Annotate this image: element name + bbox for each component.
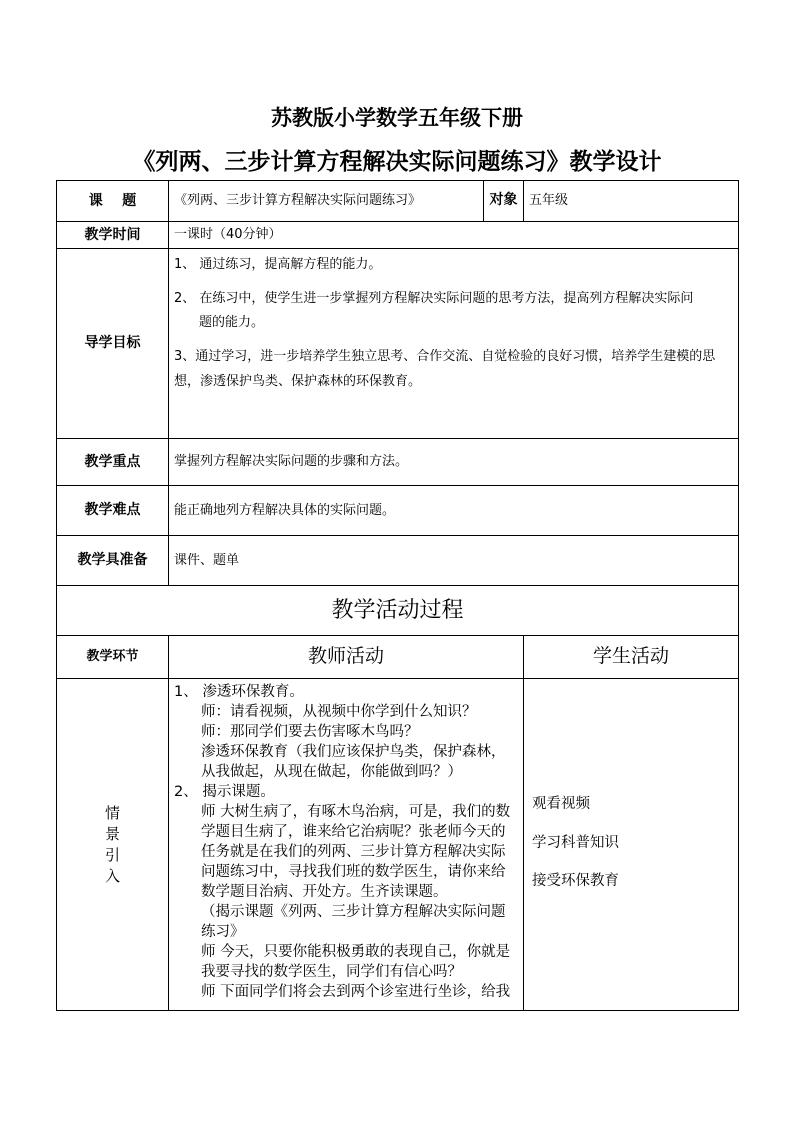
subject-value: 《列两、三步计算方程解决实际问题练习》 (169, 181, 484, 222)
student-activity (524, 679, 739, 1011)
teacher-line: 师 下面同学们将会去到两个诊室进行坐诊，给我 (201, 984, 511, 1000)
goal-list (169, 249, 739, 439)
teacher-line: 师 大树生病了，有啄木鸟治病，可是，我们的数学题目生病了，谁来给它治病呢？张老师今天的任务就是在我们的列两、三步计算方程解决实际问题练习中，寻找我们班的数学医生，请你来给数学题目治病、开处方。生齐读课题。 (201, 804, 511, 900)
difficulty-value: 能正确地列方程解决具体的实际问题。 (169, 486, 739, 536)
teacher-column-header: 教师活动 (169, 636, 524, 679)
document-title: 苏教版小学数学五年级下册 (271, 105, 523, 130)
goal-item: 1、 通过练习，提高解方程的能力。 (174, 257, 382, 272)
student-line: 学习科普知识 (532, 834, 619, 851)
document-subtitle: 《列两、三步计算方程解决实际问题练习》教学设计 (132, 148, 662, 175)
subject-label: 课 题 (57, 181, 169, 222)
goal-item: 题的能力。 (199, 315, 265, 331)
student-line: 接受环保教育 (532, 873, 619, 890)
difficulty-label: 教学难点 (57, 486, 169, 536)
teacher-line: 渗透环保教育（我们应该保护鸟类，保护森林，从我做起，从现在做起，你能做到吗？） (201, 744, 506, 780)
key-point-value: 掌握列方程解决实际问题的步骤和方法。 (169, 439, 739, 486)
teacher-line: （揭示课题《列两、三步计算方程解决实际问题练习》 (201, 904, 506, 940)
prep-value: 课件、题单 (169, 536, 739, 586)
student-line: 观看视频 (532, 796, 590, 812)
teacher-line: 师 今天，只要你能积极勇敢的表现自己，你就是我要寻找的数学医生，同学们有信心吗？ (201, 944, 511, 980)
teacher-line: 师：请看视频，从视频中你学到什么知识？ (201, 704, 477, 720)
student-column-header: 学生活动 (524, 636, 739, 679)
time-value: 一课时（40分钟） (169, 222, 739, 249)
teacher-line: 师：那同学们要去伤害啄木鸟吗？ (201, 724, 419, 740)
goal-item: 2、 在练习中，使学生进一步掌握列方程解决实际问题的思考方法，提高列方程解决实际问 (174, 290, 694, 306)
target-value: 五年级 (524, 181, 739, 222)
goal-label: 导学目标 (57, 249, 169, 439)
prep-label: 教学具准备 (57, 536, 169, 586)
stage-column-header: 教学环节 (57, 636, 169, 679)
goal-item: 3、通过学习，进一步培养学生独立思考、合作交流、自觉检验的良好习惯，培养学生建模的思想，渗透保护鸟类、保护森林的环保教育。 (174, 349, 716, 389)
teacher-line: 2、 揭示课题。 (174, 784, 275, 800)
teacher-line: 1、 渗透环保教育。 (174, 684, 304, 700)
key-point-label: 教学重点 (57, 439, 169, 486)
stage-cell: 情 景 引 入 (57, 679, 169, 1011)
target-label: 对象 (484, 181, 524, 222)
process-title: 教学活动过程 (57, 586, 739, 636)
lesson-plan-table (56, 180, 739, 1011)
teacher-activity (169, 679, 524, 1011)
time-label: 教学时间 (57, 222, 169, 249)
